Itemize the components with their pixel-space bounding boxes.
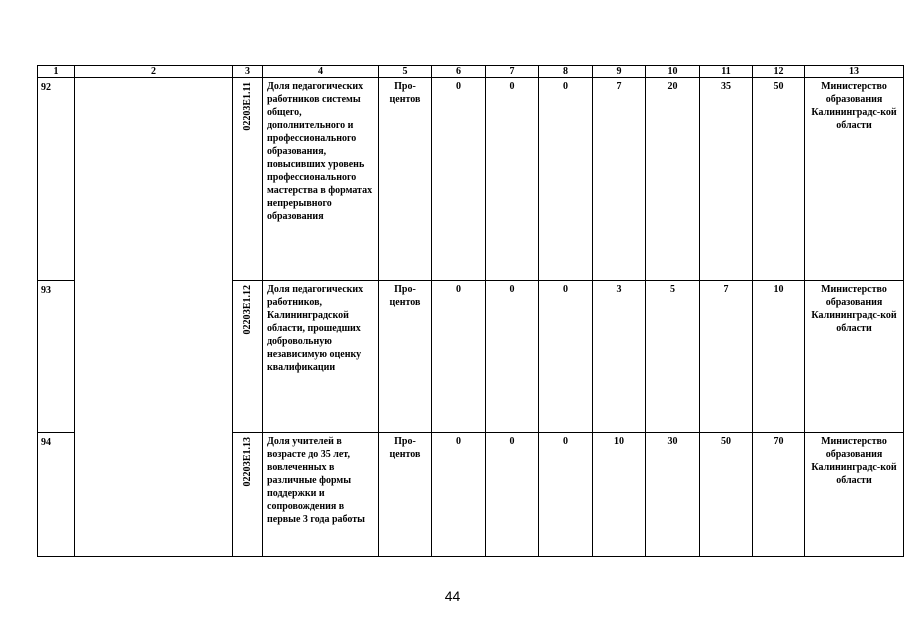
column-header: 6 [432,66,486,78]
indicator-code: 0220ЗЕ1.12 [241,285,253,335]
value-col8: 0 [539,433,593,557]
column-header: 3 [233,66,263,78]
column-header: 1 [38,66,75,78]
row-number: 94 [38,433,75,557]
value-col6: 0 [432,281,486,433]
responsible-body: Министерство образования Калининградс-кой области [805,78,904,281]
responsible-body: Министерство образования Калининградс-кой области [805,433,904,557]
column-header: 10 [646,66,700,78]
indicator-name: Доля педагогических работников, Калининградской области, прошедших добровольную независимую оценку квалификации [263,281,379,433]
indicator-name: Доля педагогических работников системы общего, дополнительного и профессионального образования, повысивших уровень профессионального мастерства в форматах непрерывного образования [263,78,379,281]
value-col8: 0 [539,78,593,281]
indicator-code-cell [233,433,263,557]
responsible-body: Министерство образования Калининградс-кой области [805,281,904,433]
column-header: 12 [753,66,805,78]
indicator-code-cell [233,78,263,281]
value-col9: 7 [593,78,646,281]
indicator-code-cell [233,281,263,433]
unit: Про-центов [379,433,432,557]
indicators-table [37,65,904,557]
value-col7: 0 [486,433,539,557]
value-col6: 0 [432,78,486,281]
column-header: 5 [379,66,432,78]
value-col9: 10 [593,433,646,557]
value-col7: 0 [486,78,539,281]
value-col10: 30 [646,433,700,557]
value-col12: 50 [753,78,805,281]
indicator-code: 0220ЗЕ1.13 [241,437,253,487]
value-col10: 20 [646,78,700,281]
column-header: 4 [263,66,379,78]
value-col11: 7 [700,281,753,433]
value-col8: 0 [539,281,593,433]
column-header: 7 [486,66,539,78]
column-number-row [38,66,904,78]
value-col6: 0 [432,433,486,557]
value-col10: 5 [646,281,700,433]
value-col12: 10 [753,281,805,433]
merged-empty-cell [75,78,233,557]
unit: Про-центов [379,281,432,433]
column-header: 2 [75,66,233,78]
row-number: 93 [38,281,75,433]
unit: Про-центов [379,78,432,281]
table-row [38,78,904,281]
page-number: 44 [444,588,461,604]
value-col11: 50 [700,433,753,557]
value-col12: 70 [753,433,805,557]
indicator-name: Доля учителей в возрасте до 35 лет, вовлеченных в различные формы поддержки и сопровождения в первые 3 года работы [263,433,379,557]
value-col9: 3 [593,281,646,433]
column-header: 13 [805,66,904,78]
column-header: 8 [539,66,593,78]
value-col11: 35 [700,78,753,281]
column-header: 11 [700,66,753,78]
row-number: 92 [38,78,75,281]
column-header: 9 [593,66,646,78]
value-col7: 0 [486,281,539,433]
indicator-code: 02203E1.11 [241,82,253,131]
